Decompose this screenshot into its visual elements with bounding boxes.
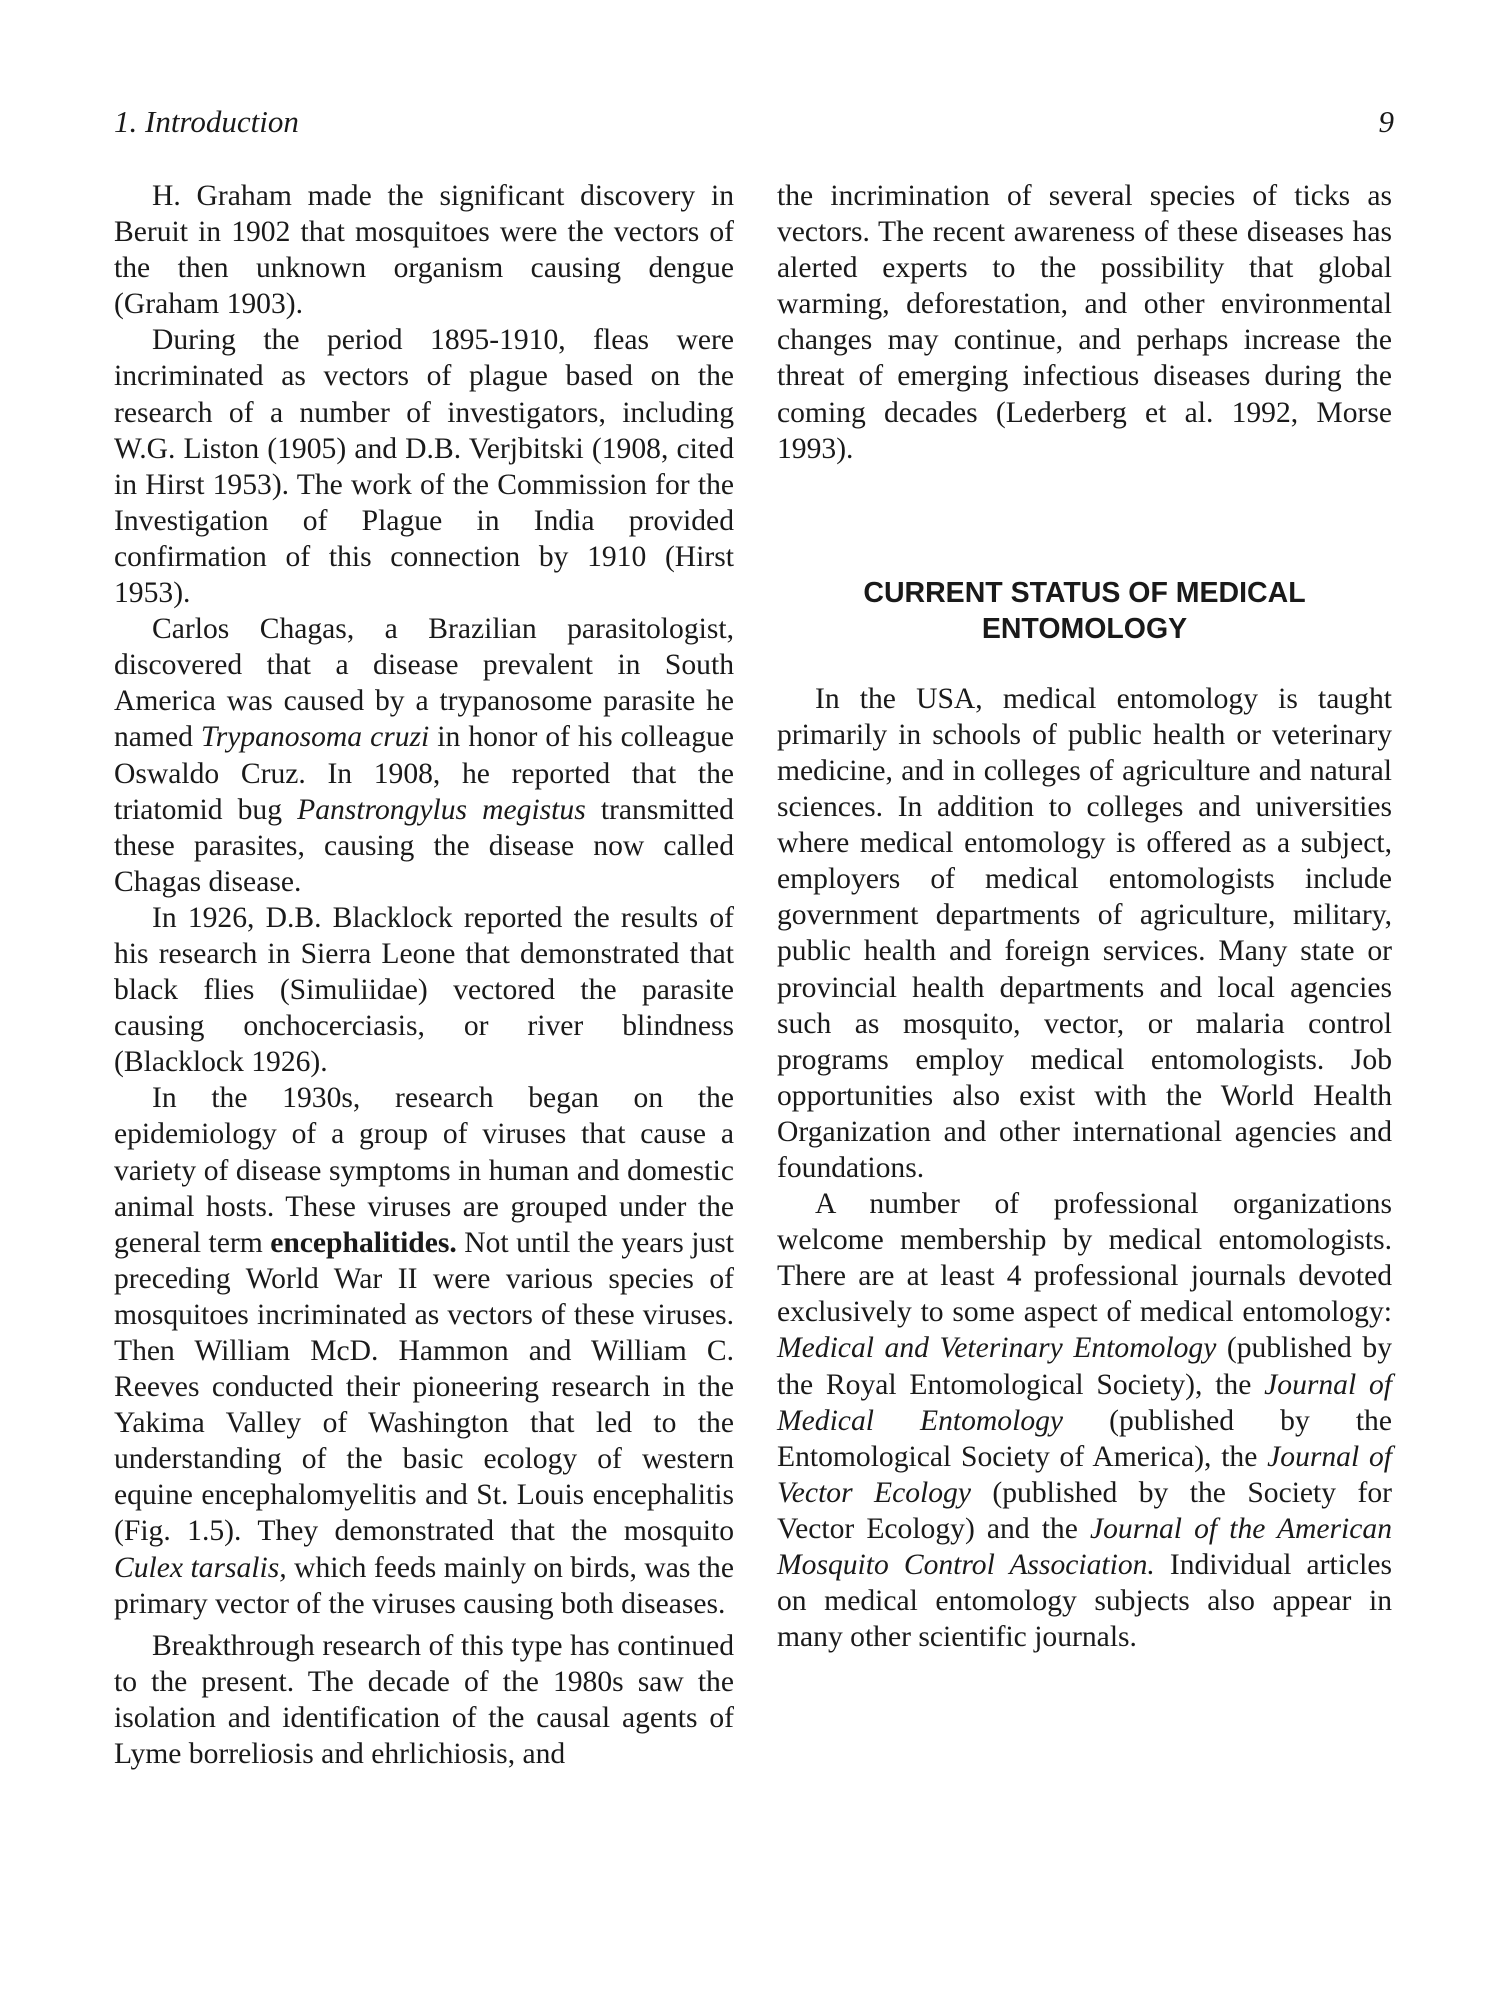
journal-title: Journal of Medical Entomology bbox=[777, 1368, 1392, 1437]
text-run: In the 1930s, research began on the epidemiology of a group of viruses that cause a variety of disease symptoms in human and domestic animal hosts. These viruses are grouped under the general term bbox=[114, 1082, 734, 1259]
paragraph-plague: During the period 1895-1910, fleas were incriminated as vectors of plague based on the research of a number of investigators, including W.G. Liston (1905) and D.B. Verjbitski (1908, cited in Hirst 1953). The work of the Commission for the Investigation of Plague in India provided confirmation of this connection by 1910 (Hirst 1953). bbox=[114, 324, 734, 610]
key-term: encephalitides. bbox=[270, 1226, 457, 1259]
text-run: (published by the Entomological Society of America), the bbox=[777, 1404, 1392, 1473]
text-run: in honor of his colleague Oswaldo Cruz. In 1908, he reported that the triatomid bug bbox=[114, 721, 734, 826]
journal-title: Journal of the American Mosquito Control Association. bbox=[777, 1512, 1392, 1581]
text-run: Carlos Chagas, a Brazilian parasitologist, discovered that a disease prevalent in South America was caused by a trypanosome parasite he named bbox=[114, 613, 734, 754]
species-name: Culex tarsalis, bbox=[114, 1551, 287, 1584]
paragraph-ticks: the incrimination of several species of ticks as vectors. The recent awareness of these diseases has alerted experts to the possibility that global warming, deforestation, and other environmental changes may continue, and perhaps increase the threat of emerging infectious diseases during the coming decades (Lederberg et al. 1992, Morse 1993). bbox=[777, 180, 1392, 465]
page-header bbox=[114, 104, 1394, 144]
paragraph-chagas bbox=[114, 611, 734, 900]
paragraph-graham: H. Graham made the significant discovery in Beruit in 1902 that mosquitoes were the vectors of the then unknown organism causing dengue (Graham 1903). bbox=[114, 180, 734, 321]
section-heading-line-1: CURRENT STATUS OF MEDICAL bbox=[863, 576, 1306, 609]
section-heading bbox=[777, 575, 1392, 647]
section-heading-line-2: ENTOMOLOGY bbox=[981, 612, 1188, 645]
text-run: (published by the Society for Vector Ecology) and the bbox=[777, 1476, 1392, 1545]
paragraph-encephalitides bbox=[114, 1080, 734, 1621]
text-run: which feeds mainly on birds, was the primary vector of the viruses causing both diseases. bbox=[114, 1551, 734, 1620]
journal-title: Journal of Vector Ecology bbox=[777, 1440, 1392, 1509]
paragraph-usa: In the USA, medical entomology is taught primarily in schools of public health or veterinary medicine, and in colleges of agriculture and natural sciences. In addition to colleges and universities where medical entomology is offered as a subject, employers of medical entomologists include government departments of agriculture, military, public health and foreign services. Many state or provincial health departments and local agencies such as mosquito, vector, or malaria control programs employ medical entomologists. Job opportunities also exist with the World Health Organization and other international agencies and foundations. bbox=[777, 682, 1392, 1184]
text-run: transmitted these parasites, causing the disease now called Chagas disease. bbox=[114, 793, 734, 898]
left-column bbox=[114, 178, 734, 1772]
text-run: (published by the Royal Entomological Society), the bbox=[777, 1332, 1392, 1401]
paragraph-organizations bbox=[777, 1186, 1392, 1655]
journal-title: Medical and Veterinary Entomology bbox=[777, 1332, 1217, 1365]
running-head: 1. Introduction bbox=[114, 104, 299, 139]
paragraph-blacklock: In 1926, D.B. Blacklock reported the results of his research in Sierra Leone that demonstrated that black flies (Simuliidae) vectored the parasite causing onchocerciasis, or river blindness (Blacklock 1926). bbox=[114, 901, 734, 1079]
species-name: Trypanosoma cruzi bbox=[200, 721, 430, 754]
text-run: Individual articles on medical entomology subjects also appear in many other scientific journals. bbox=[777, 1549, 1392, 1654]
text-run: Not until the years just preceding World War II were various species of mosquitoes incriminated as vectors of these viruses. Then William McD. Hammon and William C. Reeves conducted their pioneering research in the Yakima Valley of Washington that led to the understanding of the basic ecology of western equine encephalomyelitis and St. Louis encephalitis (Fig. 1.5). They demonstrated that the mosquito bbox=[114, 1226, 734, 1548]
text-run: A number of professional organizations welcome membership by medical entomologists. There are at least 4 professional journals devoted exclusively to some aspect of medical entomology: bbox=[777, 1188, 1392, 1329]
paragraph-breakthrough: Breakthrough research of this type has continued to the present. The decade of the 1980s saw the isolation and identification of the causal agents of Lyme borreliosis and ehrlichiosis, and bbox=[114, 1629, 734, 1771]
right-column bbox=[777, 178, 1392, 1655]
species-name: Panstrongylus megistus bbox=[297, 793, 586, 826]
page-number: 9 bbox=[1378, 104, 1394, 139]
